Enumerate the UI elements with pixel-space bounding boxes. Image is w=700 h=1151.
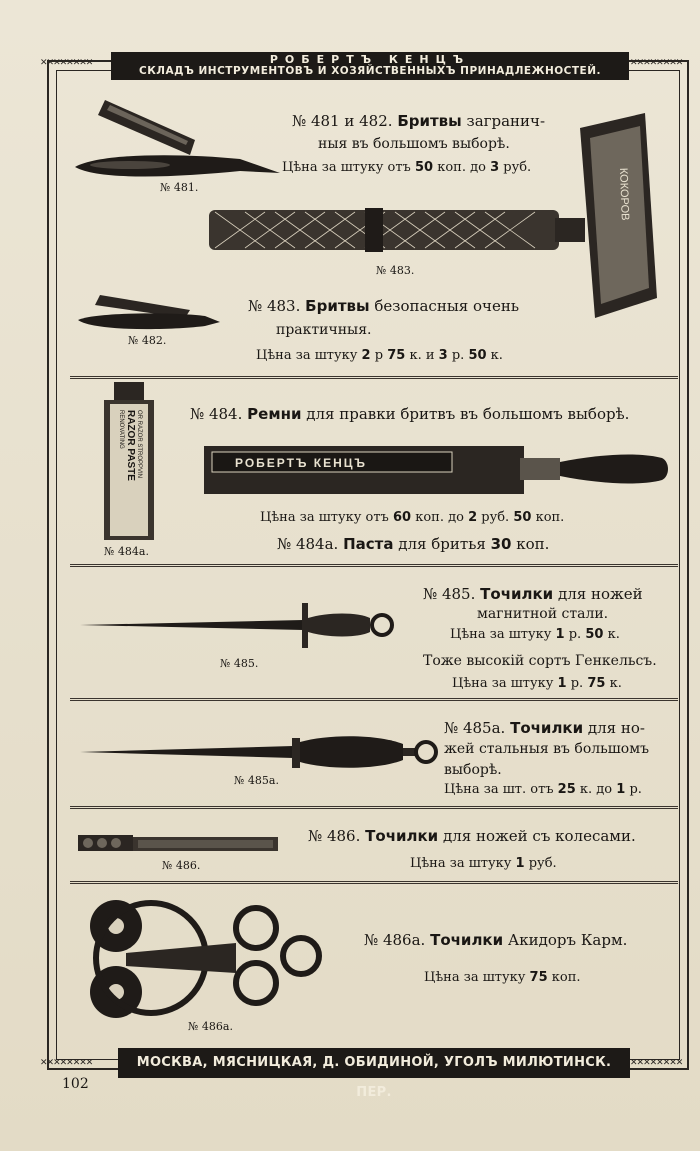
razor-brand: КОКОРОВ bbox=[617, 167, 631, 221]
item-484a-name: Паста bbox=[343, 535, 394, 553]
price-value: 50 bbox=[585, 627, 604, 642]
price-value: 25 bbox=[557, 782, 576, 797]
item-485a-name: Точилки bbox=[510, 719, 584, 737]
item-481-number: № 481 и 482. bbox=[292, 112, 393, 130]
price-prefix: Цѣна за штуку отъ bbox=[260, 510, 389, 525]
price-unit: к. до bbox=[579, 782, 613, 797]
price-value: 1 bbox=[616, 782, 626, 797]
price-unit: к. bbox=[609, 676, 622, 691]
page-number: 102 bbox=[62, 1076, 89, 1092]
price-unit: коп. до bbox=[437, 160, 486, 175]
item-486-heading bbox=[308, 827, 636, 845]
price-unit: р. bbox=[570, 676, 584, 691]
footer-address-banner: МОСКВА, МЯСНИЦКАЯ, Д. ОБИДИНОЙ, УГОЛЪ МИЛЮТИНСК. ПЕР. bbox=[118, 1048, 630, 1078]
corner-ornament-tl: ✕✕✕✕✕✕✕✕ bbox=[40, 58, 93, 68]
item-485-number: № 485. bbox=[423, 585, 476, 603]
item-483-number: № 483. bbox=[248, 297, 301, 315]
section-divider bbox=[70, 564, 678, 567]
price-value: 50 bbox=[513, 510, 532, 525]
price-unit: к. bbox=[490, 348, 503, 363]
item-485-heading bbox=[423, 585, 643, 603]
item-483-desc1: безопасныя очень bbox=[374, 297, 519, 315]
item-485a-number: № 485а. bbox=[444, 719, 506, 737]
item-486-price bbox=[410, 856, 557, 871]
item-481-label: № 481. bbox=[160, 181, 199, 194]
item-484a-number: № 484а. bbox=[277, 535, 339, 553]
item-486-desc: для ножей съ колесами. bbox=[442, 827, 636, 845]
price-prefix: Цѣна за штуку bbox=[410, 856, 512, 871]
price-value: 60 bbox=[392, 510, 412, 525]
price-prefix: Цѣна за штуку bbox=[424, 970, 526, 985]
item-484-price bbox=[260, 510, 564, 525]
item-486-label: № 486. bbox=[162, 859, 201, 872]
item-484a-desc: для бритья bbox=[398, 535, 486, 553]
item-482-label: № 482. bbox=[128, 334, 167, 347]
item-486-number: № 486. bbox=[308, 827, 361, 845]
item-483-image-label: № 483. bbox=[376, 264, 415, 277]
price-value: 75 bbox=[529, 970, 548, 985]
item-486a-number: № 486а. bbox=[364, 931, 426, 949]
item-483-price bbox=[256, 348, 503, 363]
item-485a-desc1: для но- bbox=[587, 719, 645, 737]
item-483-name: Бритвы bbox=[305, 297, 370, 315]
item-485-price bbox=[450, 627, 620, 642]
item-481-desc2: ныя въ большомъ выборѣ. bbox=[318, 136, 510, 152]
section-divider bbox=[70, 376, 678, 379]
item-485-label: № 485. bbox=[220, 657, 259, 670]
item-483-desc2: практичныя. bbox=[276, 322, 372, 338]
price-value: 50 bbox=[414, 160, 434, 175]
price-prefix: Цѣна за штуку отъ bbox=[282, 160, 411, 175]
item-485-name: Точилки bbox=[480, 585, 554, 603]
price-value: 30 bbox=[490, 535, 512, 553]
header-banner bbox=[111, 52, 629, 80]
price-unit: р. bbox=[568, 627, 582, 642]
price-unit: руб. bbox=[481, 510, 510, 525]
price-unit: коп. bbox=[551, 970, 581, 985]
item-481-desc1: загранич- bbox=[466, 112, 546, 130]
section-divider bbox=[70, 806, 678, 809]
item-484-desc: для правки бритвъ въ большомъ выборѣ. bbox=[306, 405, 630, 423]
company-name: РОБЕРТЪ КЕНЦЪ bbox=[269, 53, 471, 66]
item-485-alt: Тоже высокій сортъ Генкельсъ. bbox=[423, 653, 657, 669]
razor-482-illustration bbox=[75, 290, 225, 335]
item-486a-name: Точилки bbox=[430, 931, 504, 949]
price-unit: р. bbox=[451, 348, 465, 363]
price-prefix: Цѣна за штуку bbox=[450, 627, 552, 642]
sharpener-486a-illustration bbox=[86, 898, 326, 1023]
price-unit: коп. до bbox=[415, 510, 464, 525]
section-divider bbox=[70, 881, 678, 884]
item-485a-desc3: выборѣ. bbox=[444, 762, 502, 778]
price-unit: к. bbox=[607, 627, 620, 642]
price-value: 50 bbox=[468, 348, 487, 363]
price-value: 2 bbox=[468, 510, 478, 525]
price-unit: р. bbox=[629, 782, 642, 797]
item-486-name: Точилки bbox=[365, 827, 439, 845]
price-prefix: Цѣна за штуку bbox=[256, 348, 358, 363]
item-486a-heading bbox=[364, 931, 627, 949]
strop-brand: РОБЕРТЪ КЕНЦЪ bbox=[235, 456, 367, 470]
price-value: 2 bbox=[361, 348, 371, 363]
item-484-number: № 484. bbox=[190, 405, 243, 423]
price-unit: коп. bbox=[535, 510, 565, 525]
item-486a-price bbox=[424, 970, 581, 985]
price-unit: коп. bbox=[516, 535, 550, 553]
sharpener-485-illustration bbox=[78, 598, 398, 653]
item-485a-heading bbox=[444, 719, 645, 737]
price-unit: руб. bbox=[503, 160, 532, 175]
paste-tube-484a-illustration bbox=[100, 380, 162, 545]
item-485-desc2: магнитной стали. bbox=[477, 606, 609, 622]
item-485-alt-price bbox=[452, 676, 622, 691]
price-value: 1 bbox=[555, 627, 565, 642]
corner-ornament-bl: ✕✕✕✕✕✕✕✕ bbox=[40, 1058, 93, 1068]
price-prefix: Цѣна за штуку bbox=[452, 676, 554, 691]
item-485-desc1: для ножей bbox=[557, 585, 643, 603]
price-value: 1 bbox=[557, 676, 567, 691]
strop-484-illustration bbox=[200, 440, 670, 500]
item-484-name: Ремни bbox=[247, 405, 302, 423]
item-484a-heading bbox=[277, 535, 549, 553]
price-value: 1 bbox=[515, 856, 525, 871]
item-484a-image-label: № 484а. bbox=[104, 545, 149, 558]
safety-razor-483-illustration bbox=[205, 108, 665, 323]
price-value: 3 bbox=[438, 348, 448, 363]
corner-ornament-br: ✕✕✕✕✕✕✕✕ bbox=[630, 1058, 683, 1068]
item-486a-desc: Акидоръ Карм. bbox=[507, 931, 628, 949]
item-485a-label: № 485а. bbox=[234, 774, 279, 787]
price-unit: руб. bbox=[528, 856, 557, 871]
item-486a-label: № 486а. bbox=[188, 1020, 233, 1033]
tube-label-2: RAZOR PASTE bbox=[125, 410, 136, 481]
price-value: 75 bbox=[587, 676, 606, 691]
item-483-heading bbox=[248, 297, 519, 315]
sharpener-486-illustration bbox=[76, 827, 286, 859]
price-value: 75 bbox=[387, 348, 406, 363]
item-485a-price bbox=[444, 782, 642, 797]
price-unit: к. и bbox=[409, 348, 435, 363]
item-485a-desc2: жей стальныя въ большомъ bbox=[444, 741, 650, 757]
corner-ornament-tr: ✕✕✕✕✕✕✕✕ bbox=[630, 58, 683, 68]
section-divider bbox=[70, 698, 678, 701]
price-prefix: Цѣна за шт. отъ bbox=[444, 782, 554, 797]
item-484-heading bbox=[190, 405, 629, 423]
company-subtitle: СКЛАДЪ ИНСТРУМЕНТОВЪ И ХОЗЯЙСТВЕННЫХЪ ПРИНАДЛЕЖНОСТЕЙ. bbox=[139, 65, 601, 77]
price-value: 3 bbox=[490, 160, 500, 175]
item-481-name: Бритвы bbox=[397, 112, 462, 130]
tube-label-3: OR RAZOR STROPPVIN bbox=[136, 410, 142, 479]
sharpener-485a-illustration bbox=[78, 730, 438, 775]
price-unit: р bbox=[374, 348, 384, 363]
tube-label-1: RENOVATING bbox=[118, 410, 124, 449]
